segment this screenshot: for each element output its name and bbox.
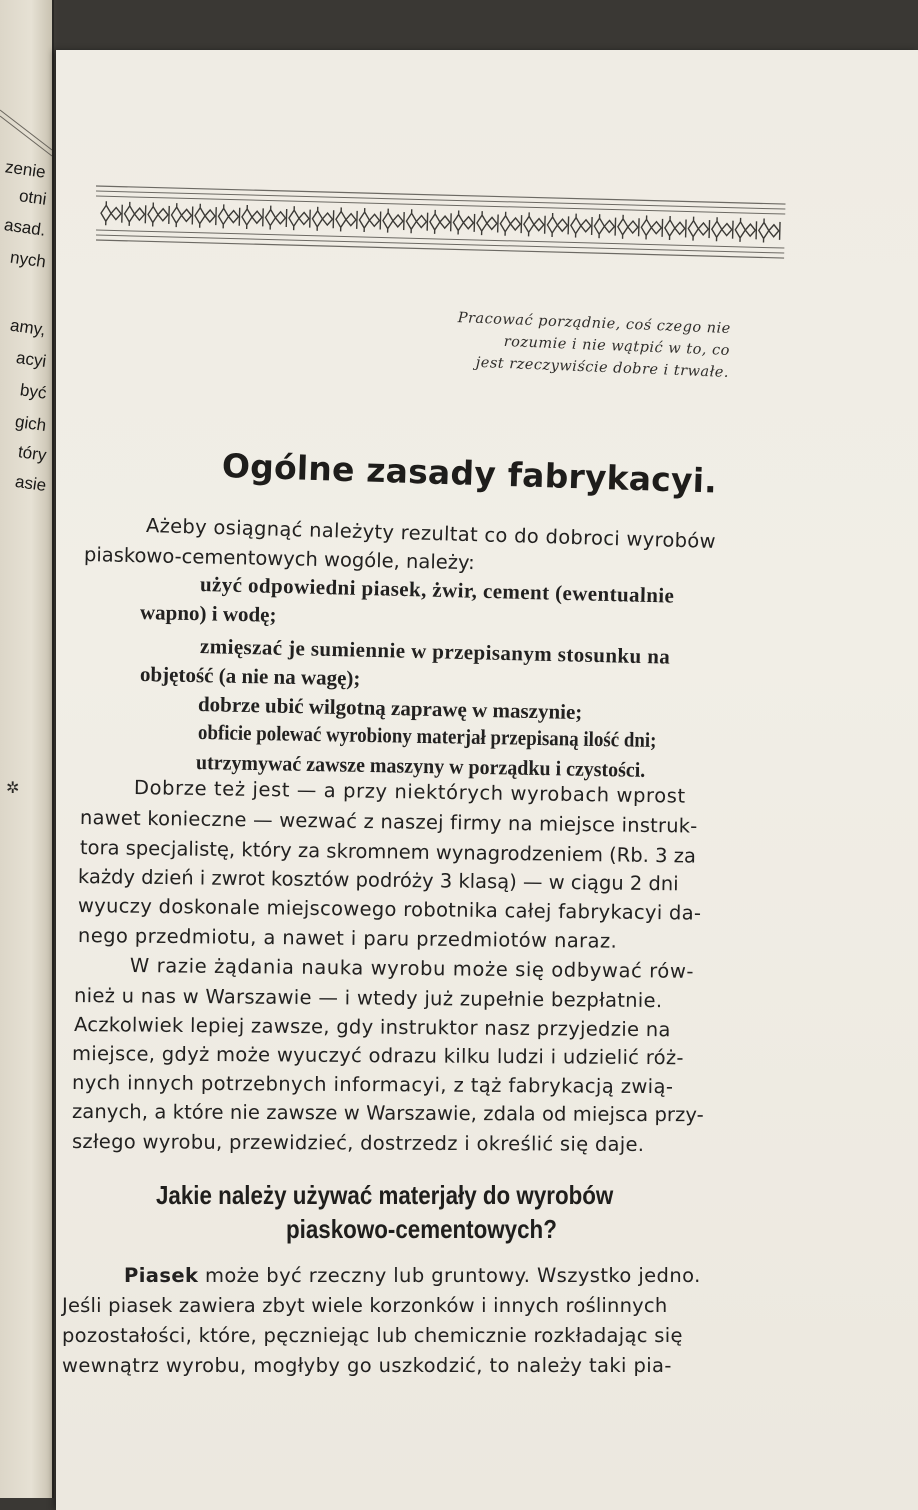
text-line: każdy dzień i zwrot kosztów podróży 3 klasą) — w ciągu 2 dni — [78, 865, 679, 895]
text-line: miejsce, gdyż może wyuczyć odrazu kilku ludzi i udzielić róż- — [72, 1042, 684, 1069]
prev-page-fragment: być — [18, 380, 47, 403]
ornament-motif — [594, 214, 615, 239]
ornament-motif — [524, 212, 545, 237]
ornament-motif — [641, 215, 662, 240]
epigraph-line: Pracować porządnie, coś czego nie — [431, 306, 732, 340]
prev-page-fragment: nych — [9, 248, 47, 273]
ornament-motif — [289, 206, 310, 231]
ornament-motif — [430, 210, 451, 235]
ornament-motif — [336, 207, 357, 232]
text-line: wyuczy doskonale miejscowego robotnika całej fabrykacyi da- — [78, 894, 702, 925]
ornament-motif — [758, 218, 779, 243]
prev-page-fragment: zenie — [4, 157, 47, 182]
text-line: wewnątrz wyrobu, mogłyby go uszkodzić, to należy taki pia- — [62, 1354, 672, 1377]
ornament-motif — [712, 217, 733, 242]
ornament-motif — [265, 205, 286, 230]
ornament-motif — [618, 215, 639, 240]
ornament-motif — [453, 210, 474, 235]
prev-page-mark: ✲ — [6, 778, 19, 797]
text-line: nego przedmiotu, a nawet i paru przedmiotów naraz. — [78, 924, 617, 953]
epigraph-line: rozumie i nie wątpić w to, co — [430, 328, 731, 362]
list-item: dobrze ubić wilgotną zaprawę w maszynie; — [198, 692, 583, 725]
prev-page-fragment: otni — [17, 186, 47, 210]
text-line: Dobrze też jest — a przy niektórych wyrobach wprost — [134, 776, 686, 808]
ornament-motif — [500, 212, 521, 237]
keyword-piasek: Piasek — [124, 1264, 198, 1287]
ornament-motif — [477, 211, 498, 236]
section-heading: piaskowo-cementowych? — [286, 1214, 557, 1245]
prev-page-fragment: acyi — [15, 348, 48, 372]
text-line: nież u nas w Warszawie — i wtedy już zupełnie bezpłatnie. — [74, 984, 663, 1012]
previous-page-edge — [0, 0, 54, 1498]
prev-page-fragment: tóry — [16, 442, 47, 466]
prev-page-fragment: amy, — [9, 316, 47, 341]
text-line: piaskowo-cementowych wogóle, należy: — [84, 543, 475, 574]
ornament-motif — [688, 217, 709, 242]
text-line: W razie żądania nauka wyrobu może się odbywać rów- — [130, 954, 694, 983]
epigraph — [429, 306, 731, 384]
list-item: wapno) i wodę; — [140, 600, 277, 628]
ornament-motif — [195, 204, 216, 229]
list-item: utrzymywać zawsze maszyny w porządku i czystości. — [196, 750, 646, 783]
list-item: użyć odpowiedni piasek, żwir, cement (ewentualnie — [200, 572, 675, 609]
ornament-motif — [101, 201, 122, 226]
ornament-motif — [359, 208, 380, 233]
ornament-motif — [547, 213, 568, 238]
list-item: objętość (a nie na wagę); — [140, 662, 361, 691]
page-title: Ogólne zasady fabrykacyi. — [221, 446, 717, 501]
prev-page-fragment: asie — [14, 472, 48, 496]
text-line: Aczkolwiek lepiej zawsze, gdy instruktor nasz przyjedzie na — [74, 1013, 671, 1041]
ornament-motif — [242, 205, 263, 230]
ornament-motif — [218, 204, 239, 229]
text-line — [124, 1264, 701, 1287]
epigraph-line: jest rzeczywiście dobre i trwałe. — [429, 350, 730, 384]
ornament-motif — [171, 203, 192, 228]
text-span: może być rzeczny lub gruntowy. Wszystko jedno. — [198, 1264, 700, 1287]
list-item: zmięszać je sumiennie w przepisanym stosunku na — [200, 634, 671, 670]
text-line: nych innych potrzebnych informacyi, z tąż fabrykacją zwią- — [72, 1071, 674, 1098]
list-item: obficie polewać wyrobiony materjał przepisaną ilość dni; — [198, 720, 657, 753]
ornament-motif — [735, 218, 756, 243]
text-line: Ażeby osiągnąć należyty rezultat co do dobroci wyrobów — [146, 514, 716, 553]
ornament-motif — [312, 207, 333, 232]
ornament-motif — [148, 202, 169, 227]
prev-page-fragment: asad. — [3, 215, 47, 241]
ornament-motif — [406, 209, 427, 234]
text-line: nawet konieczne — wezwać z naszej firmy na miejsce instruk- — [80, 806, 698, 838]
text-line: Jeśli piasek zawiera zbyt wiele korzonków i innych roślinnych — [62, 1294, 667, 1317]
header-ornament — [96, 176, 786, 266]
ornament-motif — [124, 202, 145, 227]
text-line: pozostałości, które, pęczniejąc lub chemicznie rozkładając się — [62, 1324, 683, 1347]
prev-page-fragment: gich — [14, 412, 48, 436]
section-heading: Jakie należy używać materjały do wyrobów — [156, 1180, 613, 1211]
text-line: tora specjalistę, który za skromnem wynagrodzeniem (Rb. 3 za — [80, 836, 696, 868]
ornament-motif — [571, 213, 592, 238]
ornament-motif — [383, 209, 404, 234]
text-line: szłego wyrobu, przewidzieć, dostrzedz i określić się daje. — [72, 1130, 644, 1156]
text-line: zanych, a które nie zawsze w Warszawie, zdala od miejsca przy- — [72, 1100, 704, 1126]
prev-page-ornament — [0, 100, 52, 160]
ornament-motif — [665, 216, 686, 241]
